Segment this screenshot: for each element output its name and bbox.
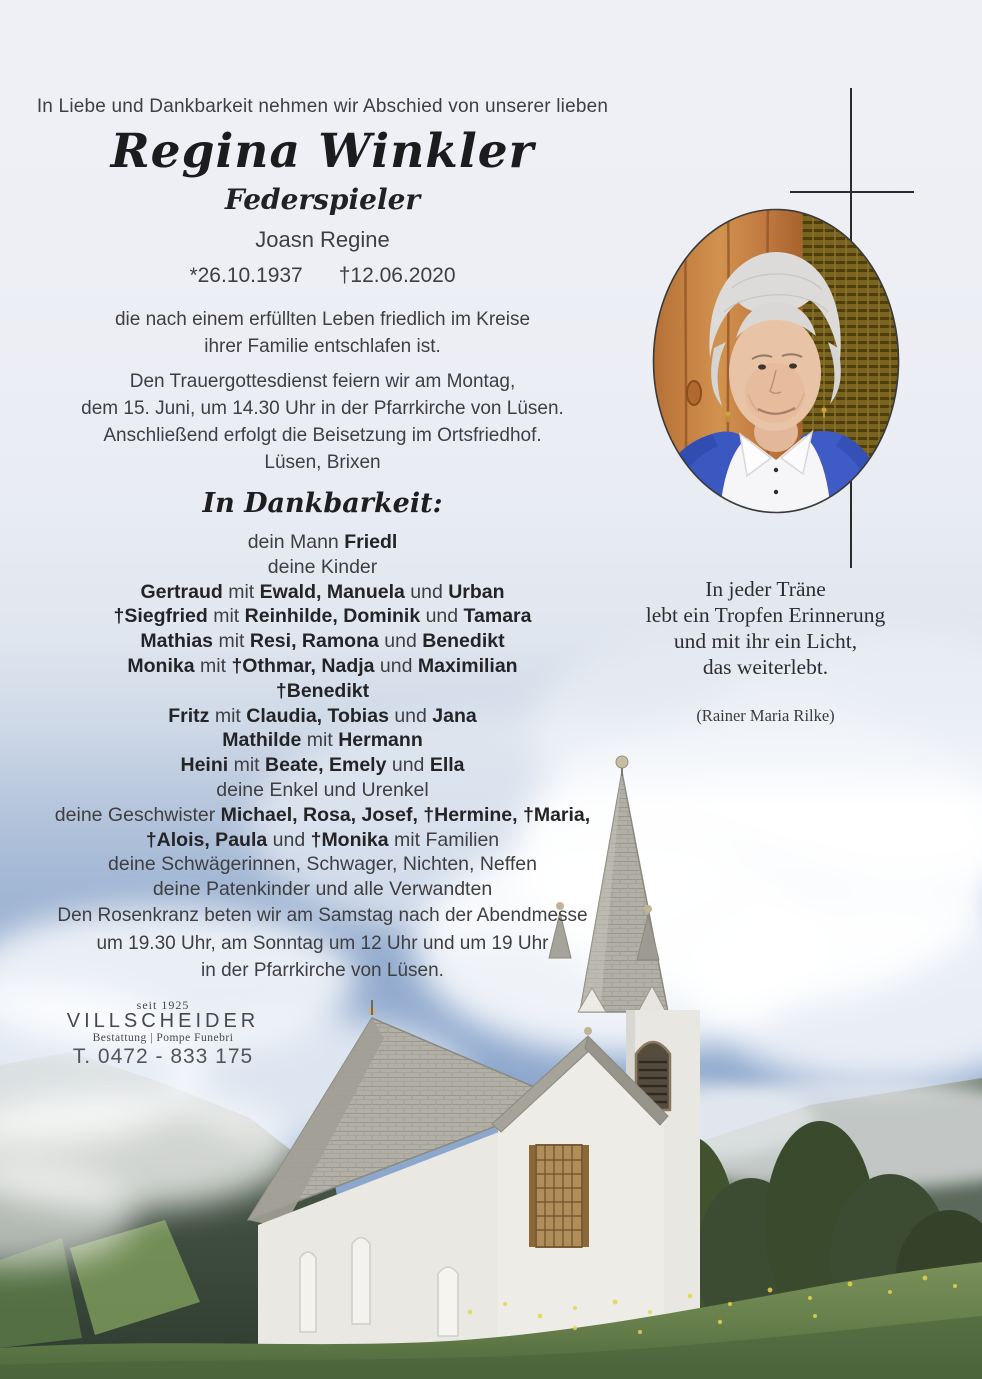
death-date: †12.06.2020 [338,264,456,287]
text-line: in der Pfarrkirche von Lüsen. [201,960,444,981]
poem-text [603,576,928,680]
intro-line: In Liebe und Dankbarkeit nehmen wir Abschied von unserer lieben [36,96,609,117]
memorial-cross-horizontal [790,191,914,193]
family-line: †Alois, Paula und †Monika mit Familien [145,828,500,851]
text-line: ihrer Familie entschlafen ist. [204,336,441,357]
deceased-name: Regina Winkler [110,124,535,179]
family-line: deine Patenkinder und alle Verwandten [152,878,493,901]
maiden-name: Federspieler [224,183,421,216]
logo-name: VILLSCHEIDER [66,1010,260,1032]
obituary-text [30,306,615,360]
nickname: Joasn Regine [255,227,390,252]
family-line: deine Schwägerinnen, Schwager, Nichten, Neffen [108,853,537,876]
places-line: Lüsen, Brixen [264,452,381,473]
family-line: Monika mit †Othmar, Nadja und Maximilian [127,654,518,677]
text-line: um 19.30 Uhr, am Sonntag um 12 Uhr und um 19 Uhr [96,932,549,954]
family-line: deine Enkel und Urenkel [216,778,429,801]
text-line: Anschließend erfolgt die Beisetzung im Ortsfriedhof. [103,425,542,446]
logo-subtitle: Bestattung | Pompe Funebri [92,1032,234,1044]
gratitude-heading: In Dankbarkeit: [202,488,443,519]
service-text [30,368,615,449]
portrait-photo [652,208,900,514]
text-line: und mit ihr ein Licht, [673,629,858,653]
family-line: deine Geschwister Michael, Rosa, Josef, †Hermine, †Maria, [54,803,591,826]
text-line: dem 15. Juni, um 14.30 Uhr in der Pfarrkirche von Lüsen. [81,398,564,419]
text-line: das weiterlebt. [702,655,829,679]
text-line: lebt ein Tropfen Erinnerung [645,603,886,627]
family-line: dein Mann Friedl [247,531,398,553]
family-line: †Siegfried mit Reinhilde, Dominik und Tamara [113,605,532,628]
birth-date: *26.10.1937 [189,264,303,287]
family-line: Heini mit Beate, Emely und Ella [180,754,465,777]
life-dates [30,264,615,288]
family-line: Gertraud mit Ewald, Manuela und Urban [140,580,505,603]
text-line: die nach einem erfüllten Leben friedlich im Kreise [114,309,531,330]
text-line: In jeder Träne [705,577,826,601]
rosary-text [30,902,615,985]
logo-since: seit 1925 [136,998,190,1012]
text-line: Den Trauergottesdienst feiern wir am Montag, [129,371,516,392]
family-list [30,530,615,902]
family-line: †Benedikt [275,679,370,702]
family-line: deine Kinder [267,555,378,578]
logo-phone: T. 0472 - 833 175 [72,1045,254,1068]
family-line: Fritz mit Claudia, Tobias und Jana [168,704,477,727]
poem-author: (Rainer Maria Rilke) [696,706,835,725]
family-line: Mathias mit Resi, Ramona und Benedikt [140,630,505,653]
family-line: Mathilde mit Hermann [222,729,423,752]
text-line: Den Rosenkranz beten wir am Samstag nach der Abendmesse [57,905,588,926]
